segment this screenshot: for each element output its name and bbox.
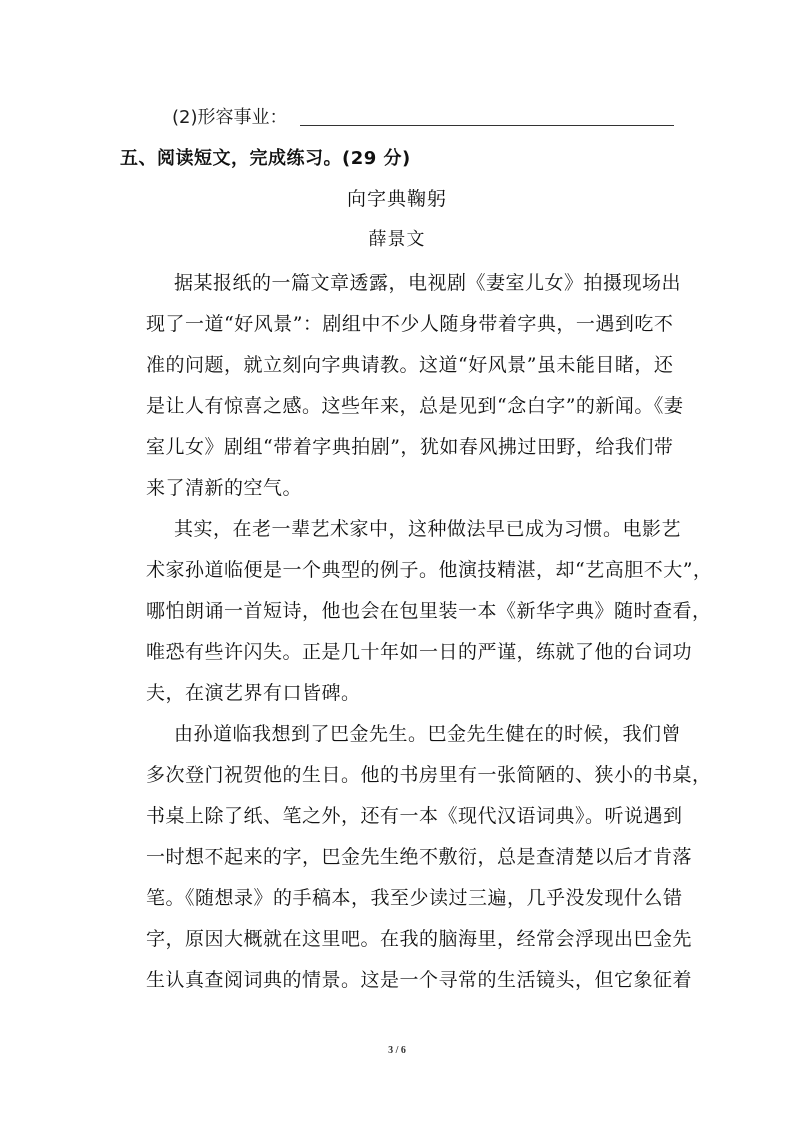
paragraph-3-line-4: 一时想不起来的字，巴金先生绝不敷衍，总是查清楚以后才肯落 xyxy=(146,846,693,868)
paragraph-3-line-5: 笔。《随想录》的手稿本，我至少读过三遍，几乎没发现什么错 xyxy=(146,887,683,909)
paragraph-2-line-1: 其实，在老一辈艺术家中，这种做法早已成为习惯。电影艺 xyxy=(174,518,682,540)
article-author: 薛景文 xyxy=(368,229,426,250)
paragraph-3-line-6: 字，原因大概就在这里吧。在我的脑海里，经常会浮现出巴金先 xyxy=(146,928,693,950)
paragraph-3-line-7: 生认真查阅词典的情景。这是一个寻常的生活镜头，但它象征着 xyxy=(146,969,693,991)
paragraph-2-line-2: 术家孙道临便是一个典型的例子。他演技精湛，却“艺高胆不大”， xyxy=(146,559,713,581)
article-title: 向字典鞠躬 xyxy=(346,188,447,210)
page-number: 3 / 6 xyxy=(388,1045,406,1056)
paragraph-1-line-3: 准的问题，就立刻向字典请教。这道“好风景”虽未能目睹，还 xyxy=(146,354,674,376)
paragraph-1-line-2: 现了一道“好风景”：剧组中不少人随身带着字典，一遇到吃不 xyxy=(146,313,674,335)
paragraph-1-line-1: 据某报纸的一篇文章透露，电视剧《妻室儿女》拍摄现场出 xyxy=(174,272,682,294)
answer-blank-line[interactable] xyxy=(300,125,674,126)
paragraph-3-line-1: 由孙道临我想到了巴金先生。巴金先生健在的时候，我们曾 xyxy=(174,723,682,745)
paragraph-3-line-2: 多次登门祝贺他的生日。他的书房里有一张简陋的、狭小的书桌， xyxy=(146,764,712,786)
paragraph-1-line-4: 是让人有惊喜之感。这些年来，总是见到“念白字”的新闻。《妻 xyxy=(146,395,684,417)
paragraph-2-line-3: 哪怕朗诵一首短诗，他也会在包里装一本《新华字典》随时查看， xyxy=(146,600,712,622)
paragraph-1-line-6: 来了清新的空气。 xyxy=(146,477,303,499)
paragraph-2-line-5: 夫，在演艺界有口皆碑。 xyxy=(146,682,361,704)
paragraph-1-line-5: 室儿女》剧组“带着字典拍剧”，犹如春风拂过田野，给我们带 xyxy=(146,436,674,458)
paragraph-3-line-3: 书桌上除了纸、笔之外，还有一本《现代汉语词典》。听说遇到 xyxy=(146,805,683,827)
paragraph-2-line-4: 唯恐有些许闪失。正是几十年如一日的严谨，练就了他的台词功 xyxy=(146,641,693,663)
question-2-label: (2)形容事业： xyxy=(172,107,288,128)
section-title: 五、阅读短文，完成练习。(29 分) xyxy=(120,148,411,169)
